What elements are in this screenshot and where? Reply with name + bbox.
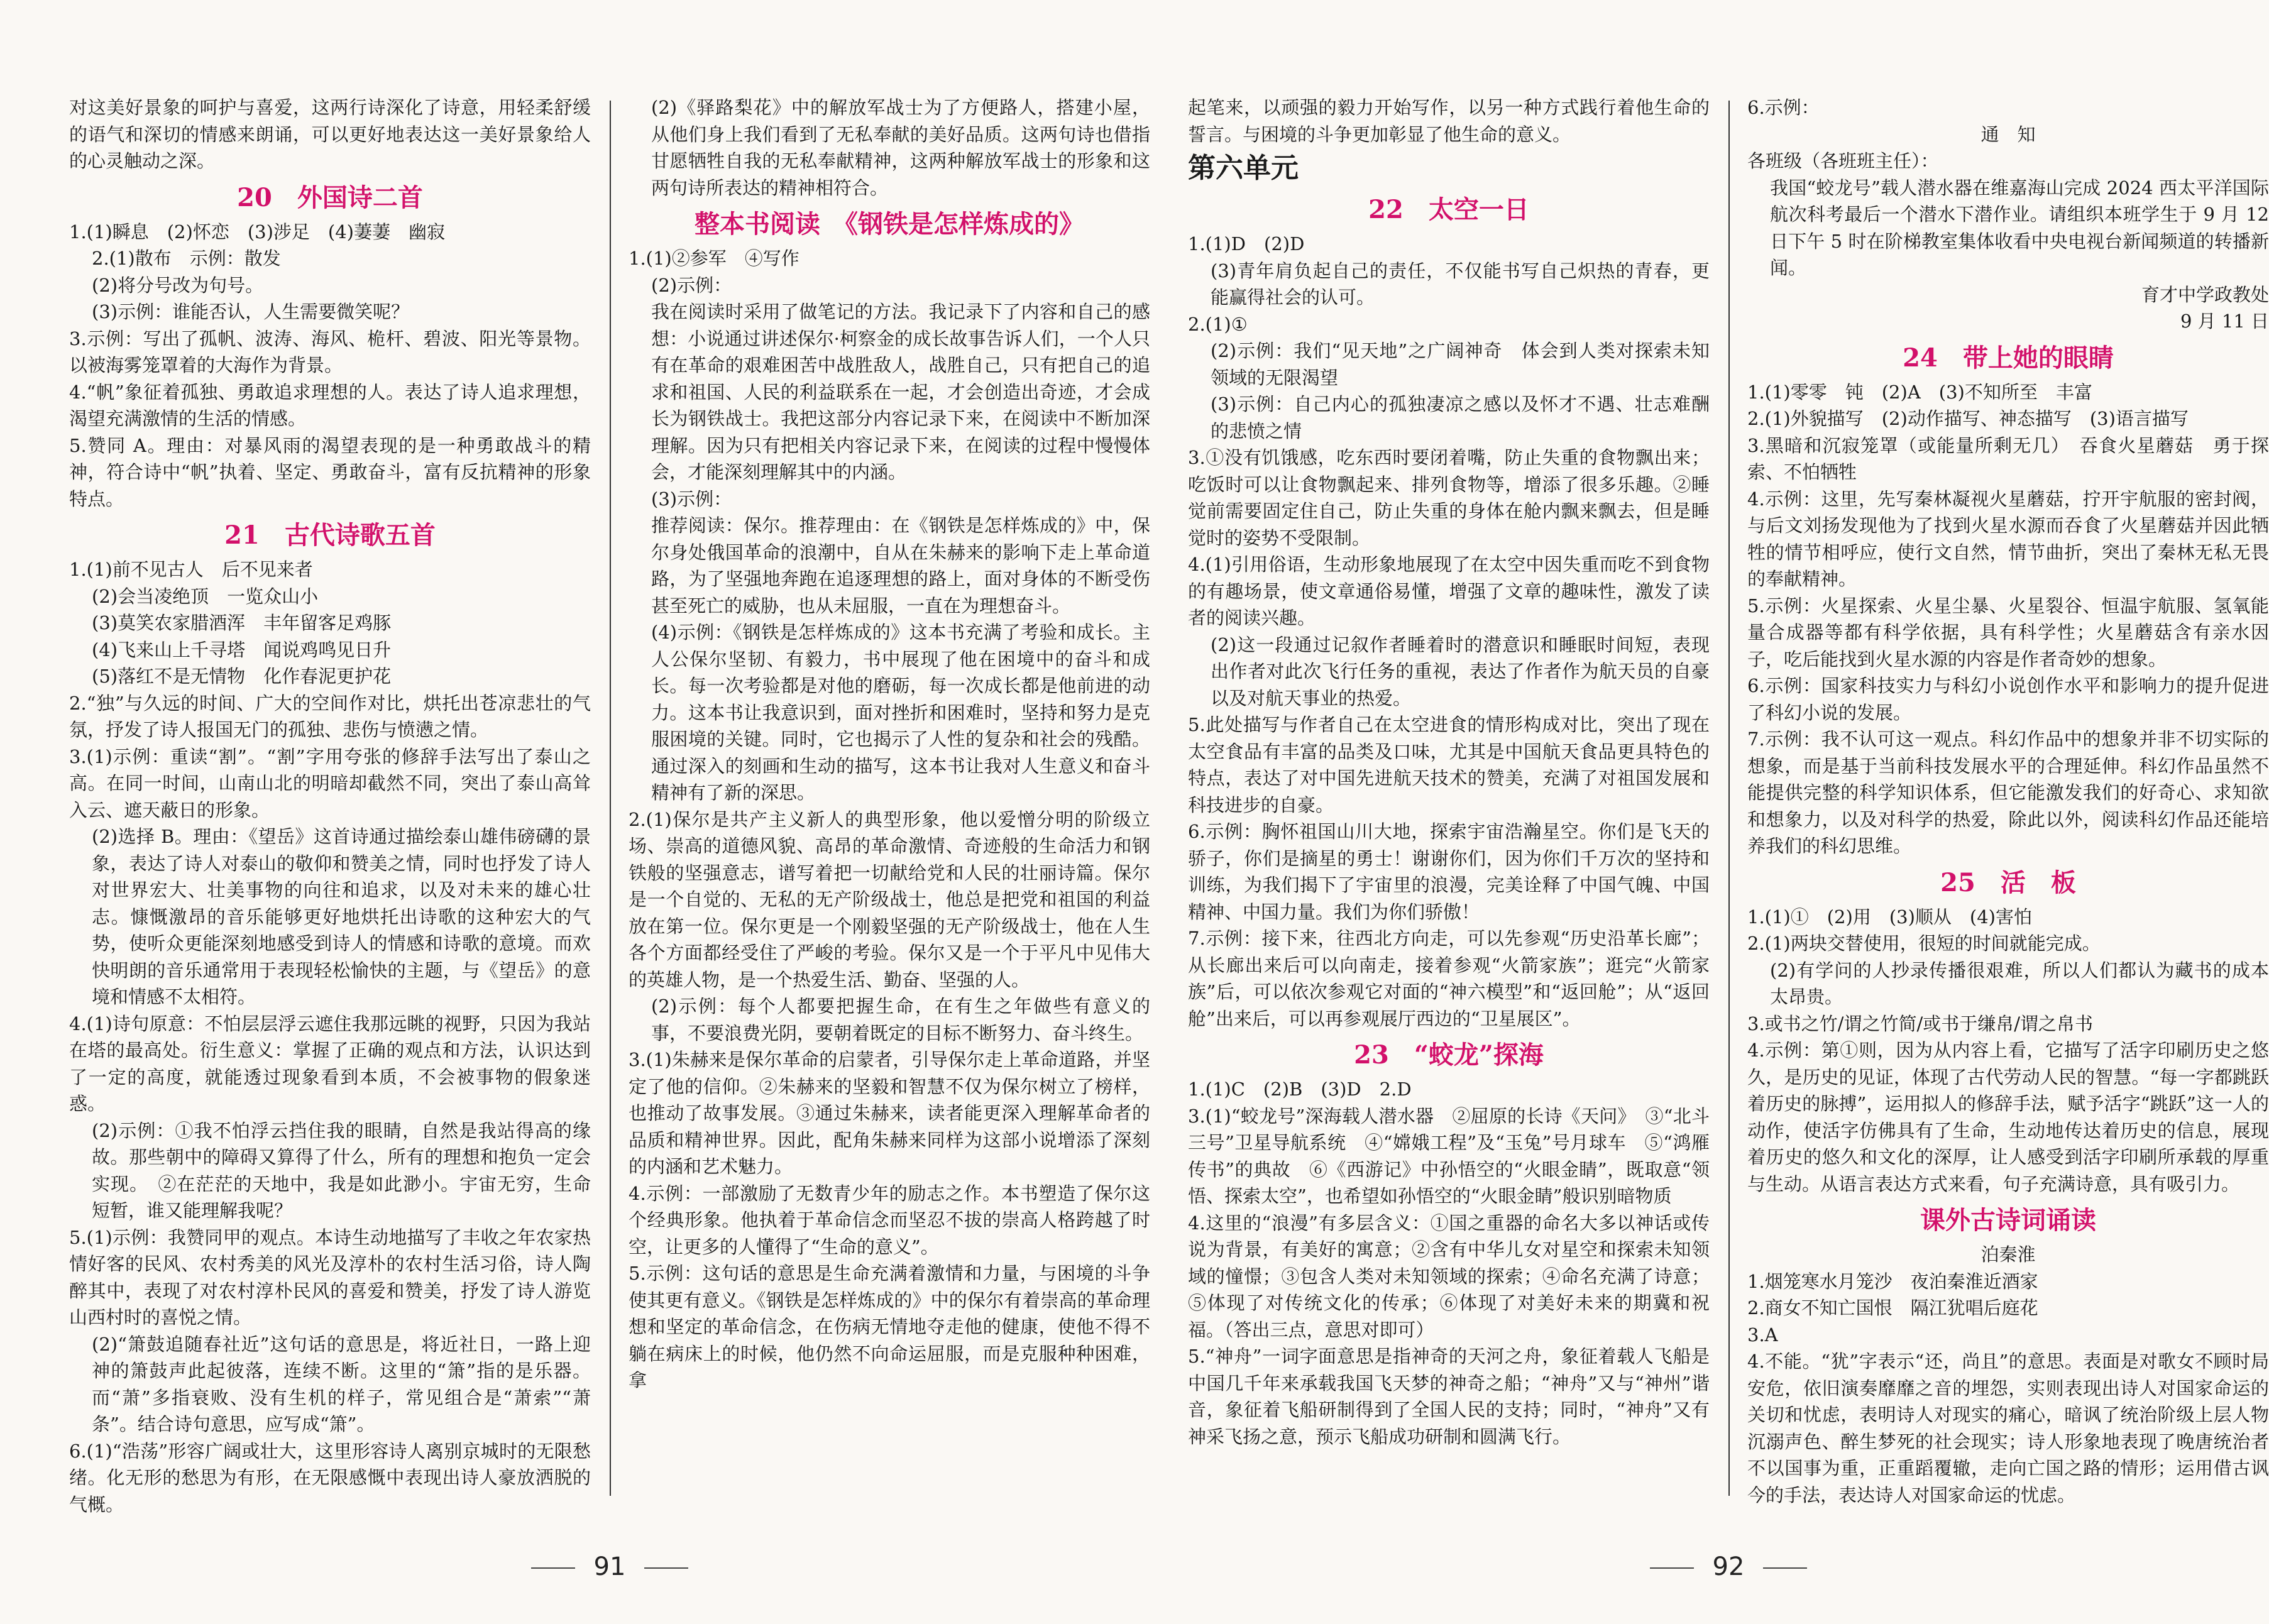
centered-title: 通 知 xyxy=(1981,123,2036,145)
answer-paragraph: 4.“帆”象征着孤独、勇敢追求理想的人。表达了诗人追求理想，渴望充满激情的生活的情感。 xyxy=(69,381,591,429)
answer-paragraph: (2)示例：我们“见天地”之广阔神奇 体会到人类对探索未知领域的无限渴望 xyxy=(1211,340,1710,388)
answer-paragraph: 我国“蛟龙号”载人潜水器在维嘉海山完成 2024 西太平洋国际航次科考最后一个潜水下潜作业。请组织本班学生于 9 月 12 日下午 5 时在阶梯教室集体收看中央电视台新闻频道的转播新闻。 xyxy=(1770,177,2269,278)
section-heading: 24 带上她的眼睛 xyxy=(1903,343,2114,373)
answer-paragraph: (2)示例：①我不怕浮云挡住我的眼睛，自然是我站得高的缘故。那些朝中的障碍又算得了什么，所有的理想和抱负一定会实现。 ②在茫茫的天地中，我是如此渺小。宇宙无穷，生命短暂，谁又能理解我呢？ xyxy=(92,1119,591,1221)
centered-title: 泊秦淮 xyxy=(1981,1244,2036,1265)
answer-paragraph: (4)示例：《钢铁是怎样炼成的》这本书充满了考验和成长。主人公保尔坚韧、有毅力，书中展现了他在困境中的奋斗和成长。每一次考验都是对他的磨砺，每一次成长都是他前进的动力。这本书让我意识到，面对挫折和困难时，坚持和努力是克服困境的关键。同时，它也揭示了人性的复杂和社会的残酷。通过深入的刻画和生动的描写，这本书让我对人生意义和奋斗精神有了新的深思。 xyxy=(651,622,1150,803)
right-column-2 xyxy=(1747,94,2269,1506)
answer-paragraph: (3)示例：谁能否认，人生需要微笑呢？ xyxy=(92,301,410,322)
answer-paragraph: 5.“神舟”一词字面意思是指神奇的天河之舟，象征着载人飞船是中国几千年来承载我国飞天梦的神奇之船；“神舟”又与“神州”谐音，象征着飞船研制得到了全国人民的支持；同时，“神舟”又有神采飞扬之意，预示飞船成功研制和圆满飞行。 xyxy=(1188,1346,1710,1447)
answer-paragraph: 4.不能。“犹”字表示“还，尚且”的意思。表面是对歌女不顾时局安危，依旧演奏靡靡之音的埋怨，实则表现出诗人对国家命运的关切和忧虑，表明诗人对现实的痛心，暗讽了统治阶级上层人物沉溺声色、醉生梦死的社会现实；诗人形象地表现了晚唐统治者不以国事为重，正重蹈覆辙，走向亡国之路的情形；运用借古讽今的手法，表达诗人对国家命运的忧虑。 xyxy=(1747,1351,2269,1506)
answer-paragraph: 7.示例：接下来，往西北方向走，可以先参观“历史沿革长廊”；从长廊出来后可以向南走，接着参观“火箭家族”；逛完“火箭家族”后，可以依次参观它对面的“神六模型”和“返回舱”；从“返回舱”出来后，可以再参观展厅西边的“卫星展区”。 xyxy=(1188,928,1710,1029)
answer-paragraph: 我在阅读时采用了做笔记的方法。我记录下了内容和自己的感想：小说通过讲述保尔·柯察金的成长故事告诉人们，一个人只有在革命的艰难困苦中战胜敌人，战胜自己，只有把自己的追求和祖国、人民的利益联系在一起，才会创造出奇迹，才会成长为钢铁战士。我把这部分内容记录下来，在阅读中不断加深理解。因为只有把相关内容记录下来，在阅读的过程中慢慢体会，才能深刻理解其中的内涵。 xyxy=(651,301,1150,483)
left-page xyxy=(69,94,1150,1596)
answer-paragraph: 7.示例：我不认可这一观点。科幻作品中的想象并非不切实际的想象，而是基于当前科技发展水平的合理延伸。科幻作品虽然不能提供完整的科学知识体系，但它能激发我们的好奇心、求知欲和想象力，以及对科学的热爱，除此以外，阅读科幻作品还能培养我们的科幻思维。 xyxy=(1747,728,2269,857)
signature-line: 9 月 11 日 xyxy=(2180,310,2269,332)
answer-paragraph: 4.(1)引用俗语，生动形象地展现了在太空中因失重而吃不到食物的有趣场景，使文章通俗易懂，增强了文章的趣味性，激发了读者的阅读兴趣。 xyxy=(1188,554,1710,628)
left-column-1 xyxy=(69,94,591,1515)
answer-paragraph: 5.示例：火星探索、火星尘暴、火星裂谷、恒温宇航服、氢氧能量合成器等都有科学依据，具有科学性；火星蘑菇含有亲水因子，吃后能找到火星水源的内容是作者奇妙的想象。 xyxy=(1747,595,2269,670)
answer-paragraph: 2.(1)保尔是共产主义新人的典型形象，他以爱憎分明的阶级立场、崇高的道德风貌、高昂的革命激情、奇迹般的生命活力和钢铁般的坚强意志，谱写着把一切献给党和人民的壮丽诗篇。保尔是一个自觉的、无私的无产阶级战士，他总是把党和祖国的利益放在第一位。保尔更是一个刚毅坚强的无产阶级战士，他在人生各个方面都经受住了严峻的考验。保尔又是一个于平凡中见伟大的英雄人物，是一个热爱生活、勤奋、坚强的人。 xyxy=(629,808,1150,990)
answer-paragraph: 4.示例：第①则，因为从内容上看，它描写了活字印刷历史之悠久，是历史的见证，体现了古代劳动人民的智慧。“每一字都跳跃着历史的脉搏”，运用拟人的修辞手法，赋予活字“跳跃”这一人的动作，使活字仿佛具有了生命，生动地传达着历史的信息，展现着历史的悠久和文化的深厚，让人感受到活字印刷所承载的厚重与生动。从语言表达方式来看，句子充满诗意，具有吸引力。 xyxy=(1747,1040,2269,1195)
answer-paragraph: 6.(1)“浩荡”形容广阔或壮大，这里形容诗人离别京城时的无限愁绪。化无形的愁思为有形，在无限感慨中表现出诗人豪放洒脱的气概。 xyxy=(69,1440,591,1515)
answer-paragraph: 4.示例：一部激励了无数青少年的励志之作。本书塑造了保尔这个经典形象。他执着于革命信念而坚忍不拔的崇高人格跨越了时空，让更多的人懂得了“生命的意义”。 xyxy=(629,1182,1150,1258)
answer-paragraph: (2)将分号改为句号。 xyxy=(92,274,264,296)
answer-paragraph: 1.(1)① (2)用 (3)顺从 (4)害怕 xyxy=(1747,906,2032,928)
answer-paragraph: (2)《驿路梨花》中的解放军战士为了方便路人，搭建小屋，从他们身上我们看到了无私奉献的美好品质。这两句诗也借指甘愿牺牲自我的无私奉献精神，这两种解放军战士的形象和这两句诗所表达的精神相符合。 xyxy=(651,97,1150,199)
answer-paragraph: 4.示例：这里，先写秦林凝视火星蘑菇，拧开宇航服的密封阀，与后文刘扬发现他为了找到火星水源而吞食了火星蘑菇并因此牺牲的情节相呼应，使行文自然，情节曲折，突出了秦林无私无畏的奉献精神。 xyxy=(1747,488,2269,590)
left-column-2 xyxy=(629,94,1150,1502)
answer-paragraph: 1.(1)D (2)D xyxy=(1188,233,1305,255)
section-heading: 20 外国诗二首 xyxy=(237,182,423,212)
answer-paragraph: 2.(1)散布 示例：散发 xyxy=(92,248,281,269)
unit-heading: 第六单元 xyxy=(1188,152,1299,184)
answer-paragraph: (2)示例： xyxy=(651,274,732,296)
answer-paragraph: 3.或书之竹/谓之竹简/或书于缣帛/谓之帛书 xyxy=(1747,1012,2093,1034)
answer-paragraph: (2)会当凌绝顶 一览众山小 xyxy=(92,585,319,607)
answer-paragraph: 1.(1)零零 钝 (2)A (3)不知所至 丰富 xyxy=(1747,381,2092,403)
right-column-1 xyxy=(1188,94,1710,1502)
answer-paragraph: 1.(1)前不见古人 后不见来者 xyxy=(69,559,313,580)
section-heading: 22 太空一日 xyxy=(1368,195,1529,224)
answer-paragraph: (3)青年肩负起自己的责任，不仅能书写自己炽热的青春，更能赢得社会的认可。 xyxy=(1211,260,1710,308)
answer-paragraph: (2)这一段通过记叙作者睡着时的潜意识和睡眠时间短，表现出作者对此次飞行任务的重视，表达了作者作为航天员的自豪以及对航天事业的热爱。 xyxy=(1211,634,1710,709)
answer-paragraph: 1.(1)②参军 ④写作 xyxy=(629,248,799,269)
answer-paragraph: 5.(1)示例：我赞同甲的观点。本诗生动地描写了丰收之年农家热情好客的民风、农村秀美的风光及淳朴的农村生活习俗，诗人陶醉其中，表现了对农村淳朴民风的喜爱和赞美，抒发了诗人游览山西村时的喜悦之情。 xyxy=(69,1226,591,1328)
page-number-text: 91 xyxy=(593,1552,626,1581)
answer-paragraph: 3.示例：写出了孤帆、波涛、海风、桅杆、碧波、阳光等景物。以被海雾笼罩着的大海作为背景。 xyxy=(69,327,591,376)
answer-paragraph: 2.(1)① xyxy=(1188,313,1248,335)
right-page xyxy=(1188,94,2269,1596)
answer-paragraph: 5.此处描写与作者自己在太空进食的情形构成对比，突出了现在太空食品有丰富的品类及口味，尤其是中国航天食品更具特色的特点，表达了对中国先进航天技术的赞美，充满了对祖国发展和科技进步的自豪。 xyxy=(1188,714,1710,816)
answer-paragraph: 3.(1)朱赫来是保尔革命的启蒙者，引导保尔走上革命道路，并坚定了他的信仰。②朱赫来的坚毅和智慧不仅为保尔树立了榜样，也推动了故事发展。③通过朱赫来，读者能更深入理解革命者的品质和精神世界。因此，配角朱赫来同样为这部小说增添了深刻的内涵和艺术魅力。 xyxy=(629,1049,1150,1177)
answer-paragraph: 5.示例：这句话的意思是生命充满着激情和力量，与困境的斗争使其更有意义。《钢铁是怎样炼成的》中的保尔有着崇高的革命理想和坚定的革命信念，在伤病无情地夺走他的健康，使他不得不躺在病床上的时候，他仍然不向命运屈服，而是克服种种困难，拿 xyxy=(629,1263,1150,1391)
answer-paragraph: (2)示例：每个人都要把握生命，在有生之年做些有意义的事，不要浪费光阴，要朝着既定的目标不断努力、奋斗终生。 xyxy=(651,996,1150,1044)
page-number-left xyxy=(69,1552,1150,1581)
answer-paragraph: (2)有学问的人抄录传播很艰难，所以人们都认为藏书的成本太昂贵。 xyxy=(1770,959,2269,1007)
answer-paragraph: 4.这里的“浪漫”有多层含义：①国之重器的命名大多以神话或传说为背景，有美好的寓意；②含有中华儿女对星空和探索未知领域的憧憬；③包含人类对未知领域的探索；④命名充满了诗意；⑤体现了对传统文化的传承；⑥体现了对美好未来的期冀和祝福。（答出三点，意思对即可） xyxy=(1188,1212,1710,1341)
answer-paragraph: 3.A xyxy=(1747,1324,1778,1346)
answer-paragraph: 2.(1)两块交替使用，很短的时间就能完成。 xyxy=(1747,933,2101,954)
answer-paragraph: 3.①没有饥饿感，吃东西时要闭着嘴，防止失重的食物飘出来；吃饭时可以让食物飘起来、排列食物等，增添了很多乐趣。②睡觉前需要固定住自己，防止失重的身体在舱内飘来飘去，但是睡觉时的姿势不受限制。 xyxy=(1188,447,1710,549)
section-heading: 整本书阅读 《钢铁是怎样炼成的》 xyxy=(695,209,1084,239)
answer-paragraph: (2)选择 B。理由：《望岳》这首诗通过描绘泰山雄伟磅礴的景象，表达了诗人对泰山的敬仰和赞美之情，同时也抒发了诗人对世界宏大、壮美事物的向往和追求，以及对未来的雄心壮志。慷慨激昂的音乐能够更好地烘托出诗歌的这种宏大的气势，使听众更能深刻地感受到诗人的情感和诗歌的意境。而欢快明朗的音乐通常用于表现轻松愉快的主题，与《望岳》的意境和情感不太相符。 xyxy=(92,826,591,1007)
answer-paragraph: (3)示例： xyxy=(651,488,732,510)
answer-paragraph: 3.黑暗和沉寂笼罩（或能量所剩无几） 吞食火星蘑菇 勇于探索、不怕牺牲 xyxy=(1747,434,2269,483)
answer-paragraph: (2)“箫鼓追随春社近”这句话的意思是，将近社日，一路上迎神的箫鼓声此起彼落，连续不断。这里的“箫”指的是乐器。而“萧”多指衰败、没有生机的样子，常见组合是“萧索”“萧条”。结合诗句意思，应写成“箫”。 xyxy=(92,1333,591,1435)
answer-paragraph: 起笔来，以顽强的毅力开始写作，以另一种方式践行着他生命的誓言。与困境的斗争更加彰显了他生命的意义。 xyxy=(1188,97,1710,145)
answer-paragraph: 2.商女不知亡国恨 隔江犹唱后庭花 xyxy=(1747,1297,2038,1319)
answer-paragraph: 对这美好景象的呵护与喜爱，这两行诗深化了诗意，用轻柔舒缓的语气和深切的情感来朗诵，可以更好地表达这一美好景象给人的心灵触动之深。 xyxy=(69,97,591,172)
answer-paragraph: 3.(1)示例：重读“割”。“割”字用夸张的修辞手法写出了泰山之高。在同一时间，山南山北的明暗却截然不同，突出了泰山高耸入云、遮天蔽日的形象。 xyxy=(69,745,591,821)
section-heading: 课外古诗词诵读 xyxy=(1920,1205,2096,1235)
section-heading: 21 古代诗歌五首 xyxy=(224,520,436,550)
answer-paragraph: 5.赞同 A。理由：对暴风雨的渴望表现的是一种勇敢战斗的精神，符合诗中“帆”执着、坚定、勇敢奋斗，富有反抗精神的形象特点。 xyxy=(69,434,591,510)
answer-paragraph: 6.示例： xyxy=(1747,97,1820,118)
answer-paragraph: (3)莫笑农家腊酒浑 丰年留客足鸡豚 xyxy=(92,612,392,634)
answer-paragraph: 2.(1)外貌描写 (2)动作描写、神态描写 (3)语言描写 xyxy=(1747,408,2189,429)
answer-paragraph: 1.(1)C (2)B (3)D 2.D xyxy=(1188,1078,1412,1100)
answer-paragraph: 2.“独”与久远的时间、广大的空间作对比，烘托出苍凉悲壮的气氛，抒发了诗人报国无门的孤独、悲伤与愤懑之情。 xyxy=(69,692,591,740)
answer-paragraph: 6.示例：胸怀祖国山川大地，探索宇宙浩瀚星空。你们是飞天的骄子，你们是摘星的勇士！谢谢你们，因为你们千万次的坚持和训练，为我们揭下了宇宙里的浪漫，完美诠释了中国气魄、中国精神、中国力量。我们为你们骄傲！ xyxy=(1188,821,1710,923)
section-heading: 23 “蛟龙”探海 xyxy=(1354,1040,1544,1070)
answer-paragraph: 4.(1)诗句原意：不怕层层浮云遮住我那远眺的视野，只因为我站在塔的最高处。衍生意义：掌握了正确的观点和方法，认识达到了一定的高度，就能透过现象看到本质，不会被事物的假象迷惑。 xyxy=(69,1012,591,1114)
section-heading: 25 活 板 xyxy=(1940,867,2076,897)
column-divider xyxy=(1728,101,1730,1496)
answer-paragraph: 6.示例：国家科技实力与科幻小说创作水平和影响力的提升促进了科幻小说的发展。 xyxy=(1747,675,2269,723)
answer-paragraph: 各班级（各班班主任）： xyxy=(1747,150,1939,172)
answer-paragraph: (3)示例：自己内心的孤独凄凉之感以及怀才不遇、壮志难酬的悲愤之情 xyxy=(1211,393,1710,442)
answer-paragraph: 3.(1)“蛟龙号”深海载人潜水器 ②屈原的长诗《天问》 ③“北斗三号”卫星导航系统 ④“嫦娥工程”及“玉兔”号月球车 ⑤“鸿雁传书”的典故 ⑥《西游记》中孙悟空的“火眼金睛”，既取意“领悟、探索太空”，也希望如孙悟空的“火眼金睛”般识别暗物质 xyxy=(1188,1105,1710,1207)
answer-paragraph: (4)飞来山上千寻塔 闻说鸡鸣见日升 xyxy=(92,639,392,661)
signature-line: 育才中学政教处 xyxy=(2141,283,2269,305)
answer-paragraph: 推荐阅读：保尔。推荐理由：在《钢铁是怎样炼成的》中，保尔身处俄国革命的浪潮中，自从在朱赫来的影响下走上革命道路，为了坚强地奔跑在追逐理想的路上，面对身体的不断受伤甚至死亡的威胁，也从未屈服，一直在为理想奋斗。 xyxy=(651,515,1150,617)
page-number-right xyxy=(1188,1552,2269,1581)
answer-paragraph: (5)落红不是无情物 化作春泥更护花 xyxy=(92,666,392,687)
column-divider xyxy=(610,101,611,1496)
page-number-text: 92 xyxy=(1712,1552,1745,1581)
answer-paragraph: 1.烟笼寒水月笼沙 夜泊秦淮近酒家 xyxy=(1747,1270,2038,1292)
answer-paragraph: 1.(1)瞬息 (2)怀恋 (3)涉足 (4)萋萋 幽寂 xyxy=(69,221,445,243)
